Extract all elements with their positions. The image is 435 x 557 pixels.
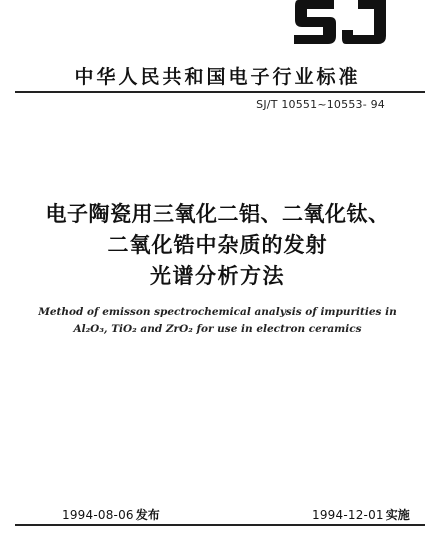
sj-logo-graphic	[290, 0, 390, 44]
title-cn-line-2: 二氧化锆中杂质的发射	[107, 233, 328, 257]
cut-off-footer-text	[120, 548, 290, 557]
footer-divider	[15, 524, 425, 526]
issue-date	[62, 506, 160, 523]
issue-date-label: 发布	[135, 508, 160, 522]
title-cn-line-3: 光谱分析方法	[150, 264, 285, 288]
logo-letter-j	[342, 0, 386, 44]
org-title: 中华人民共和国电子行业标准	[74, 66, 361, 88]
implementation-date-value: 1994-12-01	[312, 508, 384, 522]
header-divider	[15, 91, 425, 93]
issue-date-value: 1994-08-06	[62, 508, 134, 522]
title-en-line-2: Al₂O₃, TiO₂ and ZrO₂ for use in electron ceramics	[73, 323, 362, 335]
title-cn-line-1: 电子陶瓷用三氧化二铝、二氧化钛、	[45, 202, 390, 226]
sj-logo	[290, 0, 390, 44]
implementation-date	[312, 506, 410, 523]
logo-letter-s	[294, 0, 336, 44]
title-en-line-1: Method of emisson spectrochemical analysis of impurities in	[38, 306, 397, 318]
implementation-date-label: 实施	[385, 508, 410, 522]
standard-code: SJ/T 10551~10553- 94	[256, 98, 385, 111]
